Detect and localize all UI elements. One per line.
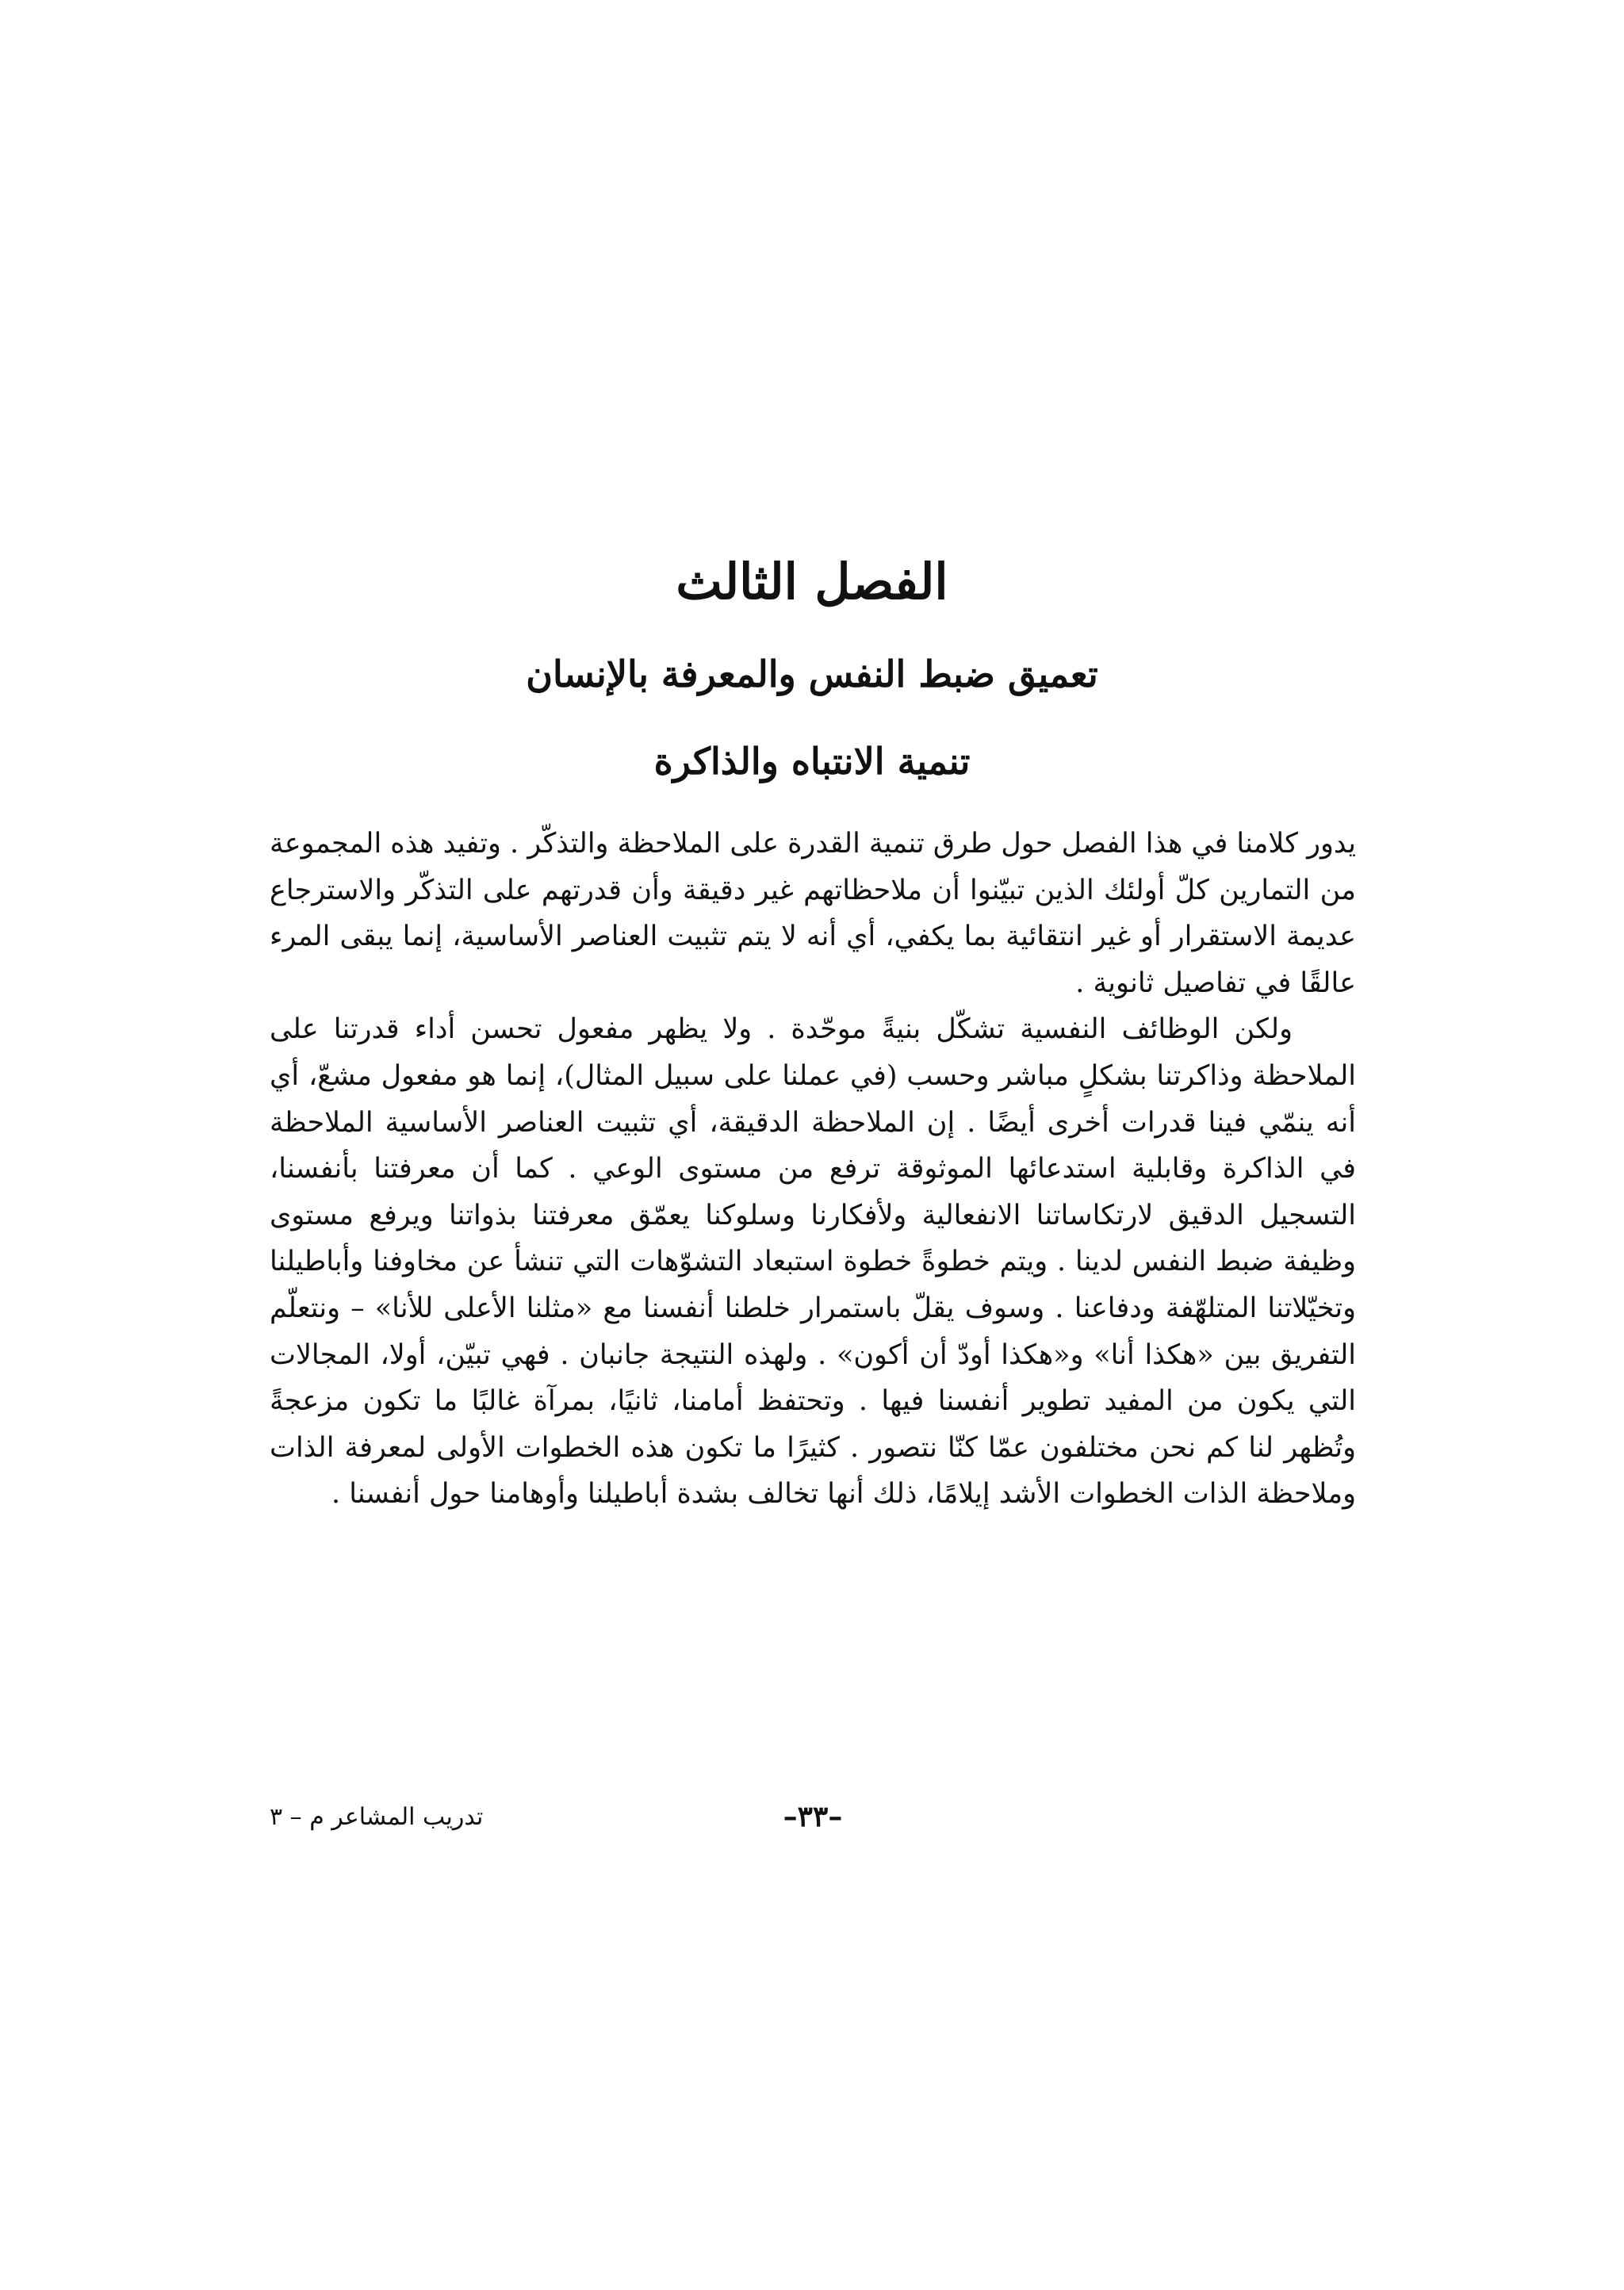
section-title: تنمية الانتباه والذاكرة bbox=[653, 740, 971, 783]
body-text bbox=[270, 821, 1356, 1518]
paragraph-2: ولكن الوظائف النفسية تشكّل بنيةً موحّدة . ولا يظهر مفعول تحسن أداء قدرتنا على الملاحظة وذاكرتنا بشكلٍ مباشر وحسب (في عملنا على سبيل المثال)، إنما هو مفعول مشعّ، أي أنه ينمّي فينا قدرات أخرى أيضًا . إن الملاحظة الدقيقة، أي تثبيت العناصر الأساسية الملاحظة في الذاكرة وقابلية استدعائها الموثوقة ترفع من مستوى الوعي . كما أن معرفتنا بأنفسنا، التسجيل الدقيق لارتكاساتنا الانفعالية ولأفكارنا وسلوكنا يعمّق معرفتنا بذواتنا ويرفع مستوى وظيفة ضبط النفس لدينا . ويتم خطوةً خطوة استبعاد التشوّهات التي تنشأ عن مخاوفنا وأباطيلنا وتخيّلاتنا المتلهّفة ودفاعنا . وسوف يقلّ باستمرار خلطنا أنفسنا مع «مثلنا الأعلى للأنا» – ونتعلّم التفريق بين «هكذا أنا» و«هكذا أودّ أن أكون» . ولهذه النتيجة جانبان . فهي تبيّن، أولا، المجالات التي يكون من المفيد تطوير أنفسنا فيها . وتحتفظ أمامنا، ثانيًا، بمرآة غالبًا ما تكون مزعجةً وتُظهر لنا كم نحن مختلفون عمّا كنّا نتصور . كثيرًا ما تكون هذه الخطوات الأولى لمعرفة الذات وملاحظة الذات الخطوات الأشد إيلامًا، ذلك أنها تخالف بشدة أباطيلنا وأوهامنا حول أنفسنا . bbox=[270, 1013, 1356, 1511]
chapter-subtitle: تعميق ضبط النفس والمعرفة بالإنسان bbox=[526, 653, 1098, 696]
chapter-title: الفصل الثالث bbox=[676, 552, 948, 611]
running-title: تدريب المشاعر م – ٣ bbox=[270, 1803, 484, 1831]
page-footer bbox=[270, 1800, 1356, 1848]
paragraph-1: يدور كلامنا في هذا الفصل حول طرق تنمية القدرة على الملاحظة والتذكّر . وتفيد هذه المجموعة من التمارين كلّ أولئك الذين تبيّنوا أن ملاحظاتهم غير دقيقة وأن قدرتهم على التذكّر والاسترجاع عديمة الاستقرار أو غير انتقائية بما يكفي، أي أنه لا يتم تثبيت العناصر الأساسية، إنما يبقى المرء عالقًا في تفاصيل ثانوية . bbox=[270, 828, 1356, 999]
page-number: –٣٣– bbox=[783, 1800, 843, 1833]
